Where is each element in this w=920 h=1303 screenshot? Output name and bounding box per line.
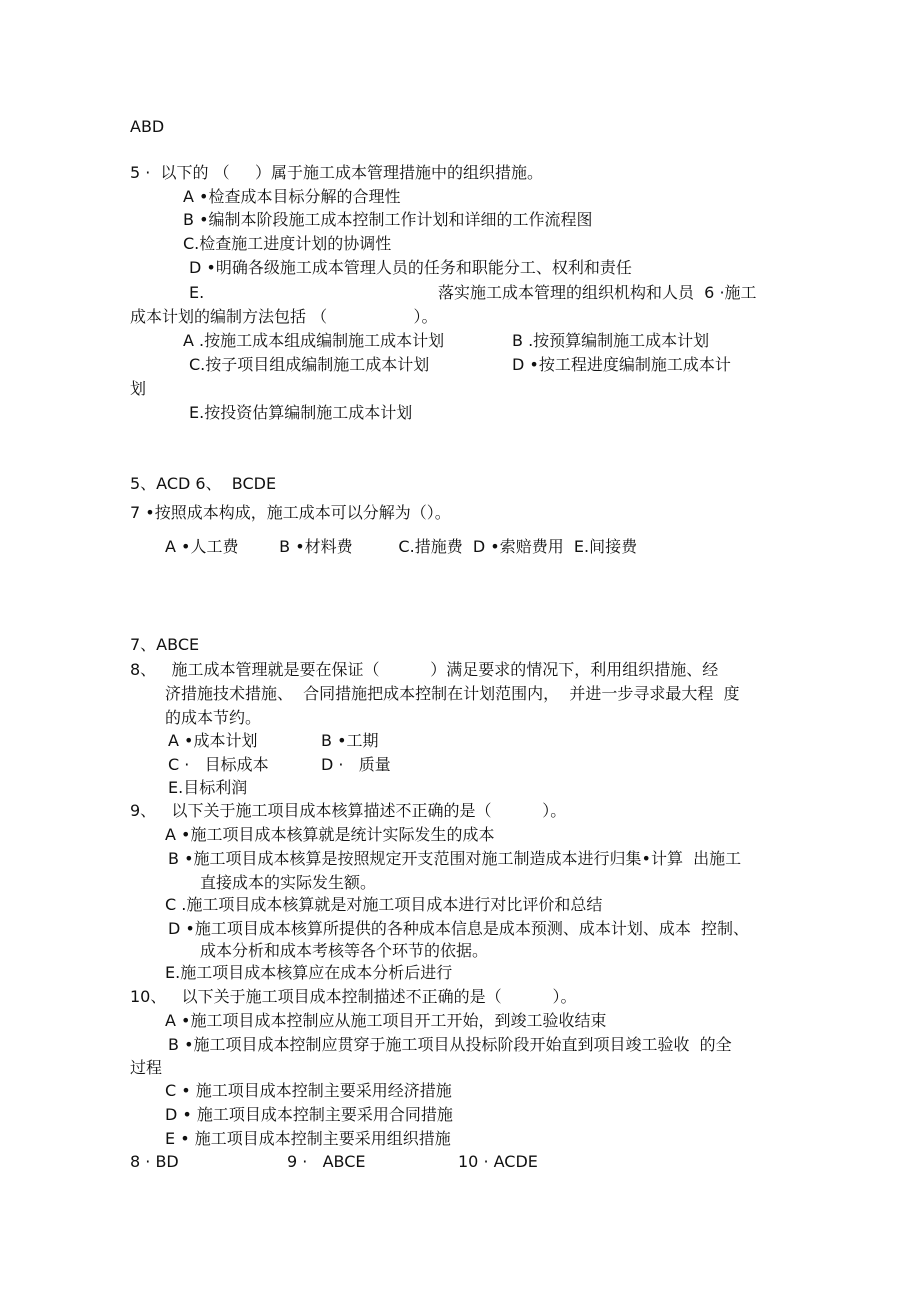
text-line-l21a: C · 目标成本 <box>168 755 269 774</box>
text-line-l07a: E. <box>189 283 205 302</box>
text-line-l20a: A •成本计划 <box>168 731 258 750</box>
text-line-l19: 的成本节约。 <box>165 708 262 727</box>
text-line-l31: 10、 以下关于施工项目成本控制描述不正确的是（ ）。 <box>130 987 577 1006</box>
text-line-l25: B •施工项目成本核算是按照规定开支范围对施工制造成本进行归集•计算 出施工 <box>168 849 742 868</box>
text-line-l36: D • 施工项目成本控制主要采用合同措施 <box>165 1105 453 1124</box>
text-line-l23: 9、 以下关于施工项目成本核算描述不正确的是（ ）。 <box>130 801 567 820</box>
text-line-l15: A •人工费 B •材料费 C.措施费 D •索赔费用 E.间接费 <box>165 537 638 556</box>
text-line-l38c: 10 · ACDE <box>458 1152 538 1171</box>
text-line-l26: 直接成本的实际发生额。 <box>200 873 377 892</box>
text-line-l14: 7 •按照成本构成，施工成本可以分解为（）。 <box>130 503 451 522</box>
text-line-l22: E.目标利润 <box>168 778 248 797</box>
text-line-l05: C.检查施工进度计划的协调性 <box>183 234 392 253</box>
text-line-l21b: D · 质量 <box>321 755 391 774</box>
text-line-l30: E.施工项目成本核算应在成本分析后进行 <box>165 963 453 982</box>
text-line-l16: 7、ABCE <box>130 635 200 654</box>
text-line-l10a: C.按子项目组成编制施工成本计划 <box>189 355 430 374</box>
text-line-l32: A •施工项目成本控制应从施工项目开工开始，到竣工验收结束 <box>165 1011 607 1030</box>
text-line-l18: 济措施技术措施、 合同措施把成本控制在计划范围内， 并进一步寻求最大程 度 <box>165 684 740 703</box>
text-line-l10b: D •按工程进度编制施工成本计 <box>512 355 731 374</box>
text-line-l11: 划 <box>130 379 147 398</box>
text-line-l12: E.按投资估算编制施工成本计划 <box>189 403 413 422</box>
text-line-l09b: B .按预算编制施工成本计划 <box>512 331 710 350</box>
text-line-l08: 成本计划的编制方法包括 （ ）。 <box>130 307 438 326</box>
text-line-l28: D •施工项目成本核算所提供的各种成本信息是成本预测、成本计划、成本 控制、 <box>168 919 750 938</box>
text-line-l29: 成本分析和成本考核等各个环节的依据。 <box>200 941 489 960</box>
text-line-l33: B •施工项目成本控制应贯穿于施工项目从投标阶段开始直到项目竣工验收 的全 <box>168 1035 732 1054</box>
text-line-l17: 8、 施工成本管理就是要在保证（ ）满足要求的情况下，利用组织措施、经 <box>130 660 719 679</box>
text-line-l13: 5、ACD 6、 BCDE <box>130 474 277 493</box>
text-line-l01: ABD <box>130 117 165 136</box>
text-line-l37: E • 施工项目成本控制主要采用组织措施 <box>165 1129 451 1148</box>
text-line-l09a: A .按施工成本组成编制施工成本计划 <box>183 331 445 350</box>
text-line-l38b: 9 · ABCE <box>287 1152 366 1171</box>
text-line-l34: 过程 <box>130 1058 163 1077</box>
text-line-l04: B •编制本阶段施工成本控制工作计划和详细的工作流程图 <box>183 210 593 229</box>
text-line-l35: C • 施工项目成本控制主要采用经济措施 <box>165 1081 452 1100</box>
text-line-l20b: B •工期 <box>321 731 379 750</box>
text-line-l02: 5 · 以下的 （ ）属于施工成本管理措施中的组织措施。 <box>130 163 544 182</box>
text-line-l07b: 落实施工成本管理的组织机构和人员 6 ·施工 <box>438 283 757 302</box>
text-line-l27: C .施工项目成本核算就是对施工项目成本进行对比评价和总结 <box>165 895 603 914</box>
text-line-l03: A •检查成本目标分解的合理性 <box>183 187 401 206</box>
text-line-l06: D •明确各级施工成本管理人员的任务和职能分工、权利和责任 <box>189 258 632 277</box>
text-line-l38a: 8 · BD <box>130 1152 179 1171</box>
text-line-l24: A •施工项目成本核算就是统计实际发生的成本 <box>165 825 495 844</box>
